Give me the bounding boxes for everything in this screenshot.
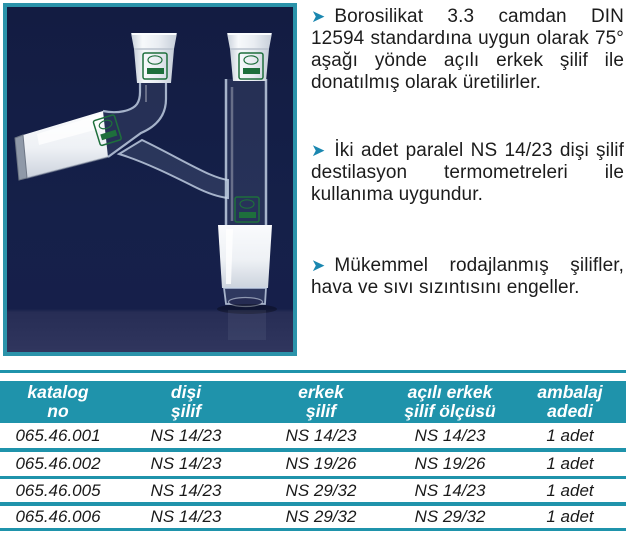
catalog-table [0,370,626,531]
cell-acili-erkek: NS 14/23 [414,425,486,445]
bullet-text: Borosilikat 3.3 camdan DIN 12594 standardına uygun olarak 75° aşağı yönde açılı erkek şilif ile donatılmış olarak üretilirler. [311,6,624,93]
cell-erkek-silif: NS 19/26 [285,453,357,473]
cell-ambalaj: 1 adet [546,453,594,473]
header-catalog-no: katalog no [27,382,89,421]
female-joint-left [131,33,177,83]
bullet-paragraph [311,140,624,206]
cell-disi-silif: NS 14/23 [150,480,222,500]
table-row [0,423,626,448]
table-header [0,381,626,423]
cell-catalog-no: 065.46.005 [15,480,101,500]
product-photo [7,7,293,352]
bullet-paragraph [311,255,624,299]
cell-ambalaj: 1 adet [546,506,594,526]
cell-catalog-no: 065.46.006 [15,506,101,526]
female-joint-right [227,33,272,81]
bottom-male-joint [218,225,272,307]
cell-erkek-silif: NS 29/32 [285,480,357,500]
cell-disi-silif: NS 14/23 [150,425,222,445]
bullet-paragraph [311,6,624,94]
bullet-arrow-icon: ➤ [311,141,326,160]
bullet-text: İki adet paralel NS 14/23 dişi şilif destilasyon termometreleri ile kullanıma uygundur. [311,140,624,205]
header-ambalaj-adedi: ambalaj adedi [537,382,603,421]
table-row [0,506,626,528]
description-column [311,0,626,360]
cell-acili-erkek: NS 19/26 [414,453,486,473]
cell-erkek-silif: NS 14/23 [285,425,357,445]
product-photo-frame [3,3,297,356]
cell-erkek-silif: NS 29/32 [285,506,357,526]
bullet-arrow-icon: ➤ [311,7,326,26]
bullet-text: Mükemmel rodajlanmış şilifler, hava ve sıvı sızıntısını engeller. [311,255,624,298]
cell-catalog-no: 065.46.001 [15,425,101,445]
table-row [0,452,626,476]
header-erkek-silif: erkek şilif [298,382,344,421]
cell-disi-silif: NS 14/23 [150,506,222,526]
header-acili-erkek-silif-olcusu: açılı erkek şilif ölçüsü [404,382,496,421]
cell-catalog-no: 065.46.002 [15,453,101,473]
table-bottom-rule [0,528,626,532]
cell-disi-silif: NS 14/23 [150,453,222,473]
right-neck-tube [225,79,267,227]
cell-ambalaj: 1 adet [546,425,594,445]
cell-acili-erkek: NS 29/32 [414,506,486,526]
table-row [0,479,626,502]
bullet-arrow-icon: ➤ [311,256,326,275]
header-disi-silif: dişi şilif [170,382,202,421]
cell-acili-erkek: NS 14/23 [414,480,486,500]
cell-ambalaj: 1 adet [546,480,594,500]
